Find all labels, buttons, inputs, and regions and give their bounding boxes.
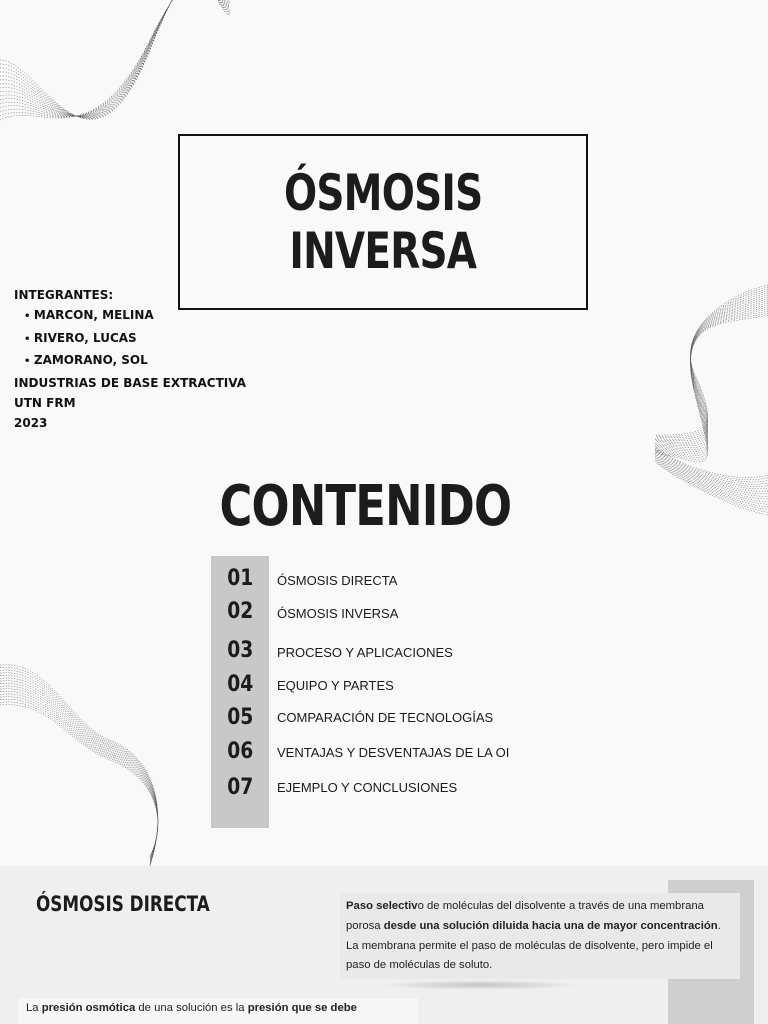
toc-item-label[interactable]: EJEMPLO Y CONCLUSIONES xyxy=(277,780,458,795)
toc-number-text: 02 xyxy=(226,599,254,624)
wave-line xyxy=(655,305,768,502)
year: 2023 xyxy=(14,416,48,431)
wave-line xyxy=(0,0,230,120)
toc-item-label[interactable]: EQUIPO Y PARTES xyxy=(277,678,394,693)
wave-line xyxy=(0,0,230,118)
wave-line xyxy=(0,0,230,116)
toc-number-text: 07 xyxy=(226,775,254,800)
toc-number xyxy=(211,672,269,697)
members-block xyxy=(14,285,246,434)
bold-text: desde una solución diluida hacia una de mayor concentración xyxy=(383,919,718,932)
wave-line xyxy=(0,665,158,866)
toc-number-text: 01 xyxy=(226,566,254,591)
toc-item-label[interactable]: ÓSMOSIS INVERSA xyxy=(277,606,399,621)
member-name: • MARCON, MELINA xyxy=(14,305,246,327)
contents-title xyxy=(0,474,730,539)
wave-line xyxy=(655,301,768,496)
wave-line xyxy=(0,705,158,856)
wave-line xyxy=(0,0,230,116)
toc-number xyxy=(211,775,269,800)
body-text: . La membrana permite el paso de moléculas de disolvente, pero impide el paso de moléculas de soluto. xyxy=(346,919,721,972)
wave-decoration-bottom-left xyxy=(0,660,175,866)
wave-line xyxy=(0,697,158,858)
title-line-1: ÓSMOSIS xyxy=(283,164,483,222)
bold-text: presión que se debe xyxy=(247,1002,357,1014)
wave-line xyxy=(0,667,158,865)
toc-number xyxy=(211,599,269,624)
contents-title-text: CONTENIDO xyxy=(219,474,511,539)
toc-item-label[interactable]: PROCESO Y APLICACIONES xyxy=(277,645,453,660)
toc-number xyxy=(211,566,269,591)
wave-line xyxy=(655,291,768,484)
wave-line xyxy=(0,678,158,863)
members-heading: INTEGRANTES: xyxy=(14,288,114,302)
toc-number-text: 04 xyxy=(226,672,254,697)
wave-line xyxy=(0,0,230,116)
wave-line xyxy=(0,670,158,865)
title-line-2: INVERSA xyxy=(289,222,477,280)
toc-number xyxy=(211,638,269,663)
wave-line xyxy=(0,0,230,119)
toc-number-text: 03 xyxy=(226,638,254,663)
body-text: La xyxy=(26,1002,42,1014)
course-name: INDUSTRIAS DE BASE EXTRACTIVA xyxy=(14,375,247,390)
osmotic-pressure-card xyxy=(18,998,418,1024)
card-shadow xyxy=(380,980,580,990)
body-text: de una solución es la xyxy=(135,1002,248,1014)
wave-line xyxy=(0,0,230,117)
member-name: • ZAMORANO, SOL xyxy=(14,350,246,372)
wave-line xyxy=(0,699,158,857)
wave-line xyxy=(655,297,768,491)
wave-line xyxy=(0,673,158,864)
wave-line xyxy=(0,681,158,862)
section-title-text: ÓSMOSIS DIRECTA xyxy=(36,892,210,916)
definition-card xyxy=(340,893,740,979)
wave-line xyxy=(0,0,230,119)
member-name: • RIVERO, LUCAS xyxy=(14,328,246,350)
bold-text: Paso selectiv xyxy=(346,900,418,912)
wave-line xyxy=(655,293,768,487)
wave-line xyxy=(655,299,768,494)
wave-line xyxy=(0,683,158,861)
institution-name: UTN FRM xyxy=(14,396,76,411)
title-box xyxy=(178,134,588,310)
toc-number-text: 06 xyxy=(226,739,254,764)
wave-line xyxy=(0,686,158,861)
toc-number xyxy=(211,705,269,730)
bold-text: presión osmótica xyxy=(41,1002,136,1014)
wave-line xyxy=(0,0,230,117)
wave-line xyxy=(0,694,158,859)
toc-item-label[interactable]: COMPARACIÓN DE TECNOLOGÍAS xyxy=(277,710,494,725)
toc-item-label[interactable]: VENTAJAS Y DESVENTAJAS DE LA OI xyxy=(277,745,510,760)
toc-number xyxy=(211,739,269,764)
wave-line xyxy=(655,285,768,478)
toc-item-label[interactable]: ÓSMOSIS DIRECTA xyxy=(277,573,398,588)
body-text: o de moléculas del disolvente a través de una membrana porosa xyxy=(346,900,704,932)
toc-number-text: 05 xyxy=(226,705,254,730)
section-title xyxy=(36,892,253,916)
wave-line xyxy=(0,691,158,859)
